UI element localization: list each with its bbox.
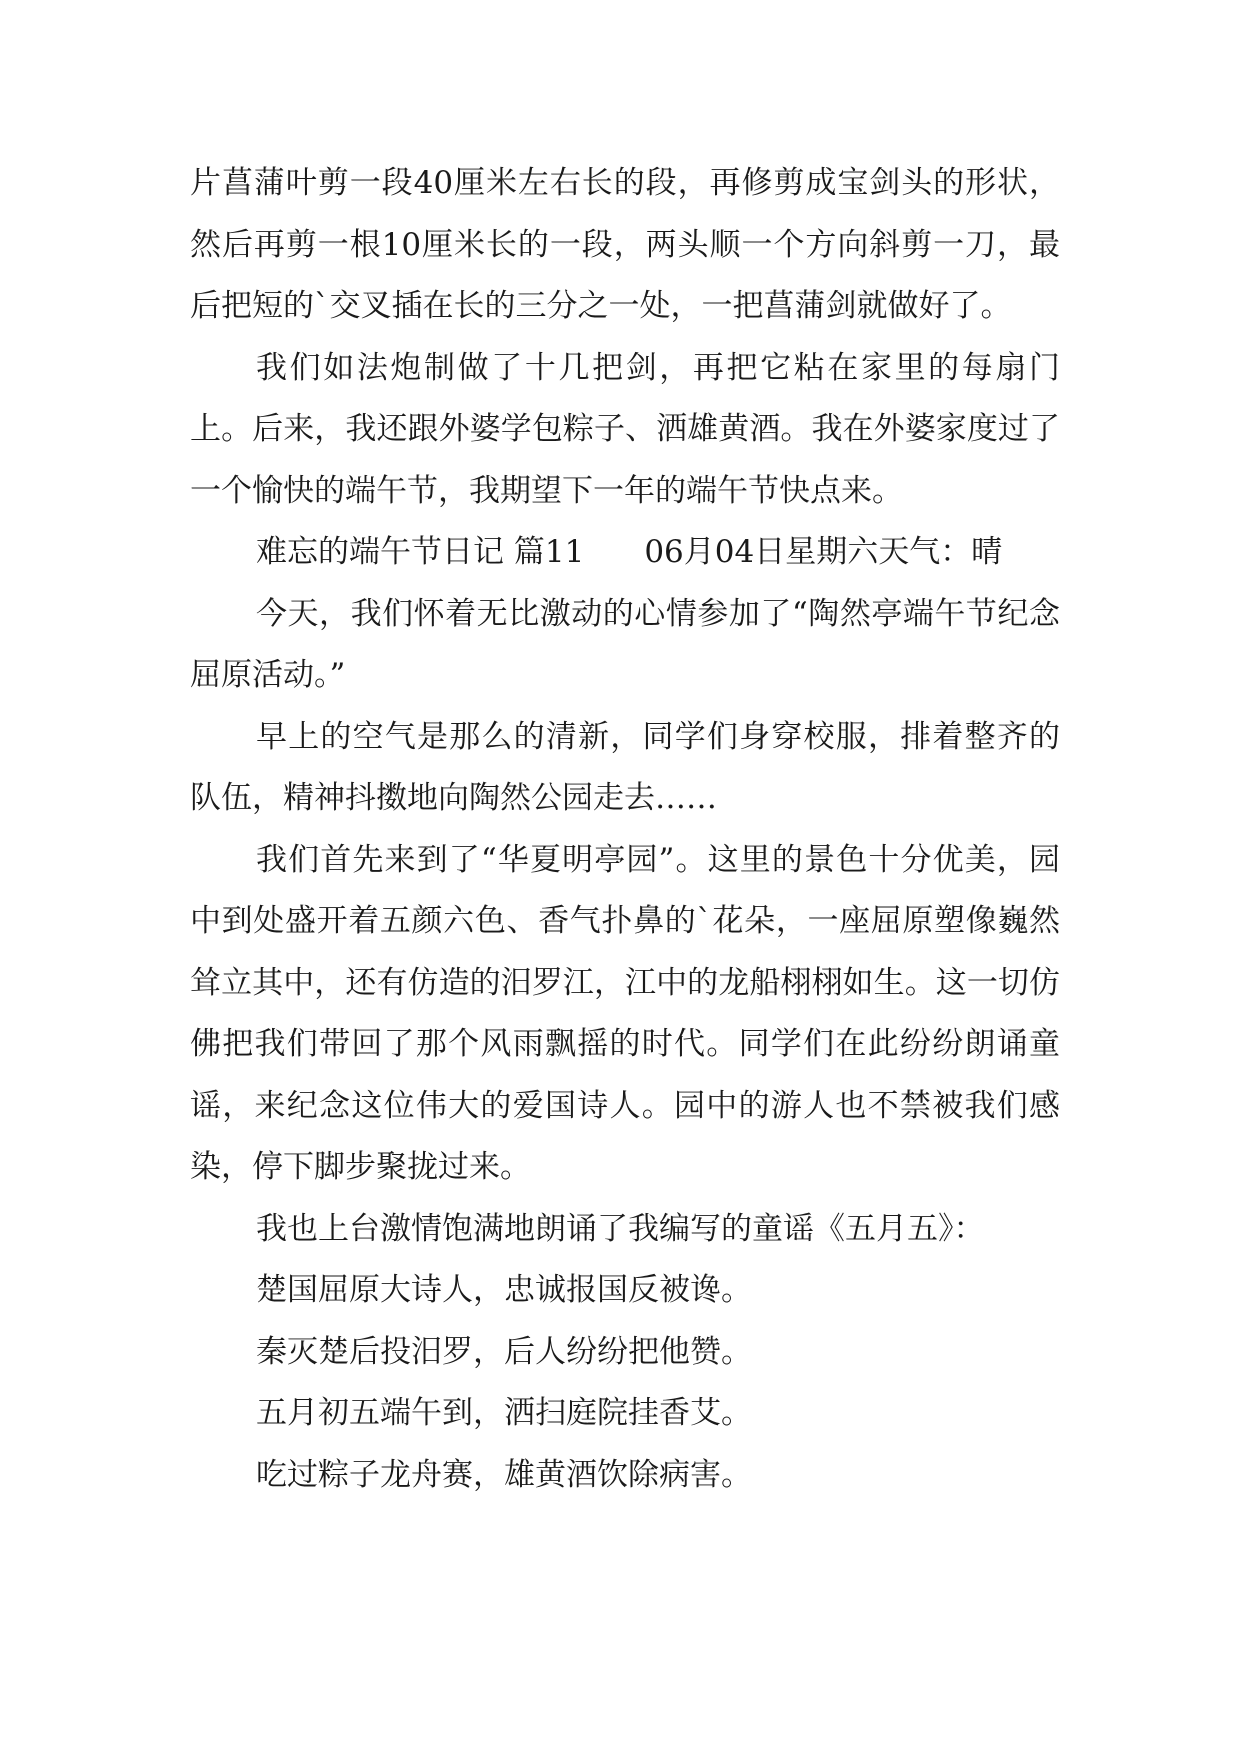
- paragraph-calamus-sword: 片菖蒲叶剪一段40厘米左右长的段，再修剪成宝剑头的形状，然后再剪一根10厘米长的一段，两头顺一个方向斜剪一刀，最后把短的`交叉插在长的三分之一处，一把菖蒲剑就做好了。: [190, 165, 1060, 324]
- verse-line: 吃过粽子龙舟赛，雄黄酒饮除病害。: [256, 1456, 752, 1493]
- verse-line: 五月初五端午到，洒扫庭院挂香艾。: [256, 1395, 752, 1431]
- paragraph-morning: 早上的空气是那么的清新，同学们身穿校服，排着整齐的队伍，精神抖擞地向陶然公园走去……: [190, 718, 1060, 816]
- verse-line: 秦灭楚后投汨罗，后人纷纷把他赞。: [256, 1333, 752, 1370]
- paragraph-recital: 我也上台激情饱满地朗诵了我编写的童谣《五月五》：: [256, 1210, 985, 1247]
- document-body: [190, 153, 1060, 1506]
- diary-date-weather: 06月04日星期六天气：晴: [644, 534, 1003, 570]
- verse-line: 楚国屈原大诗人，忠诚报国反被谗。: [256, 1272, 752, 1308]
- paragraph-park: 我们首先来到了“华夏明亭园”。这里的景色十分优美，园中到处盛开着五颜六色、香气扑鼻的`花朵，一座屈原塑像巍然耸立其中，还有仿造的汨罗江，江中的龙船栩栩如生。这一切仿佛把我们带回了那个风雨飘摇的时代。同学们在此纷纷朗诵童谣，来纪念这位伟大的爱国诗人。园中的游人也不禁被我们感染，停下脚步聚拢过来。: [190, 841, 1060, 1185]
- paragraph-dragon-boat-festival: 我们如法炮制做了十几把剑，再把它粘在家里的每扇门上。后来，我还跟外婆学包粽子、洒雄黄酒。我在外婆家度过了一个愉快的端午节，我期望下一年的端午节快点来。: [190, 349, 1060, 509]
- diary-heading: [190, 522, 1060, 584]
- paragraph-today: 今天，我们怀着无比激动的心情参加了“陶然亭端午节纪念屈原活动。”: [190, 595, 1060, 693]
- diary-title: 难忘的端午节日记 篇11: [256, 534, 585, 570]
